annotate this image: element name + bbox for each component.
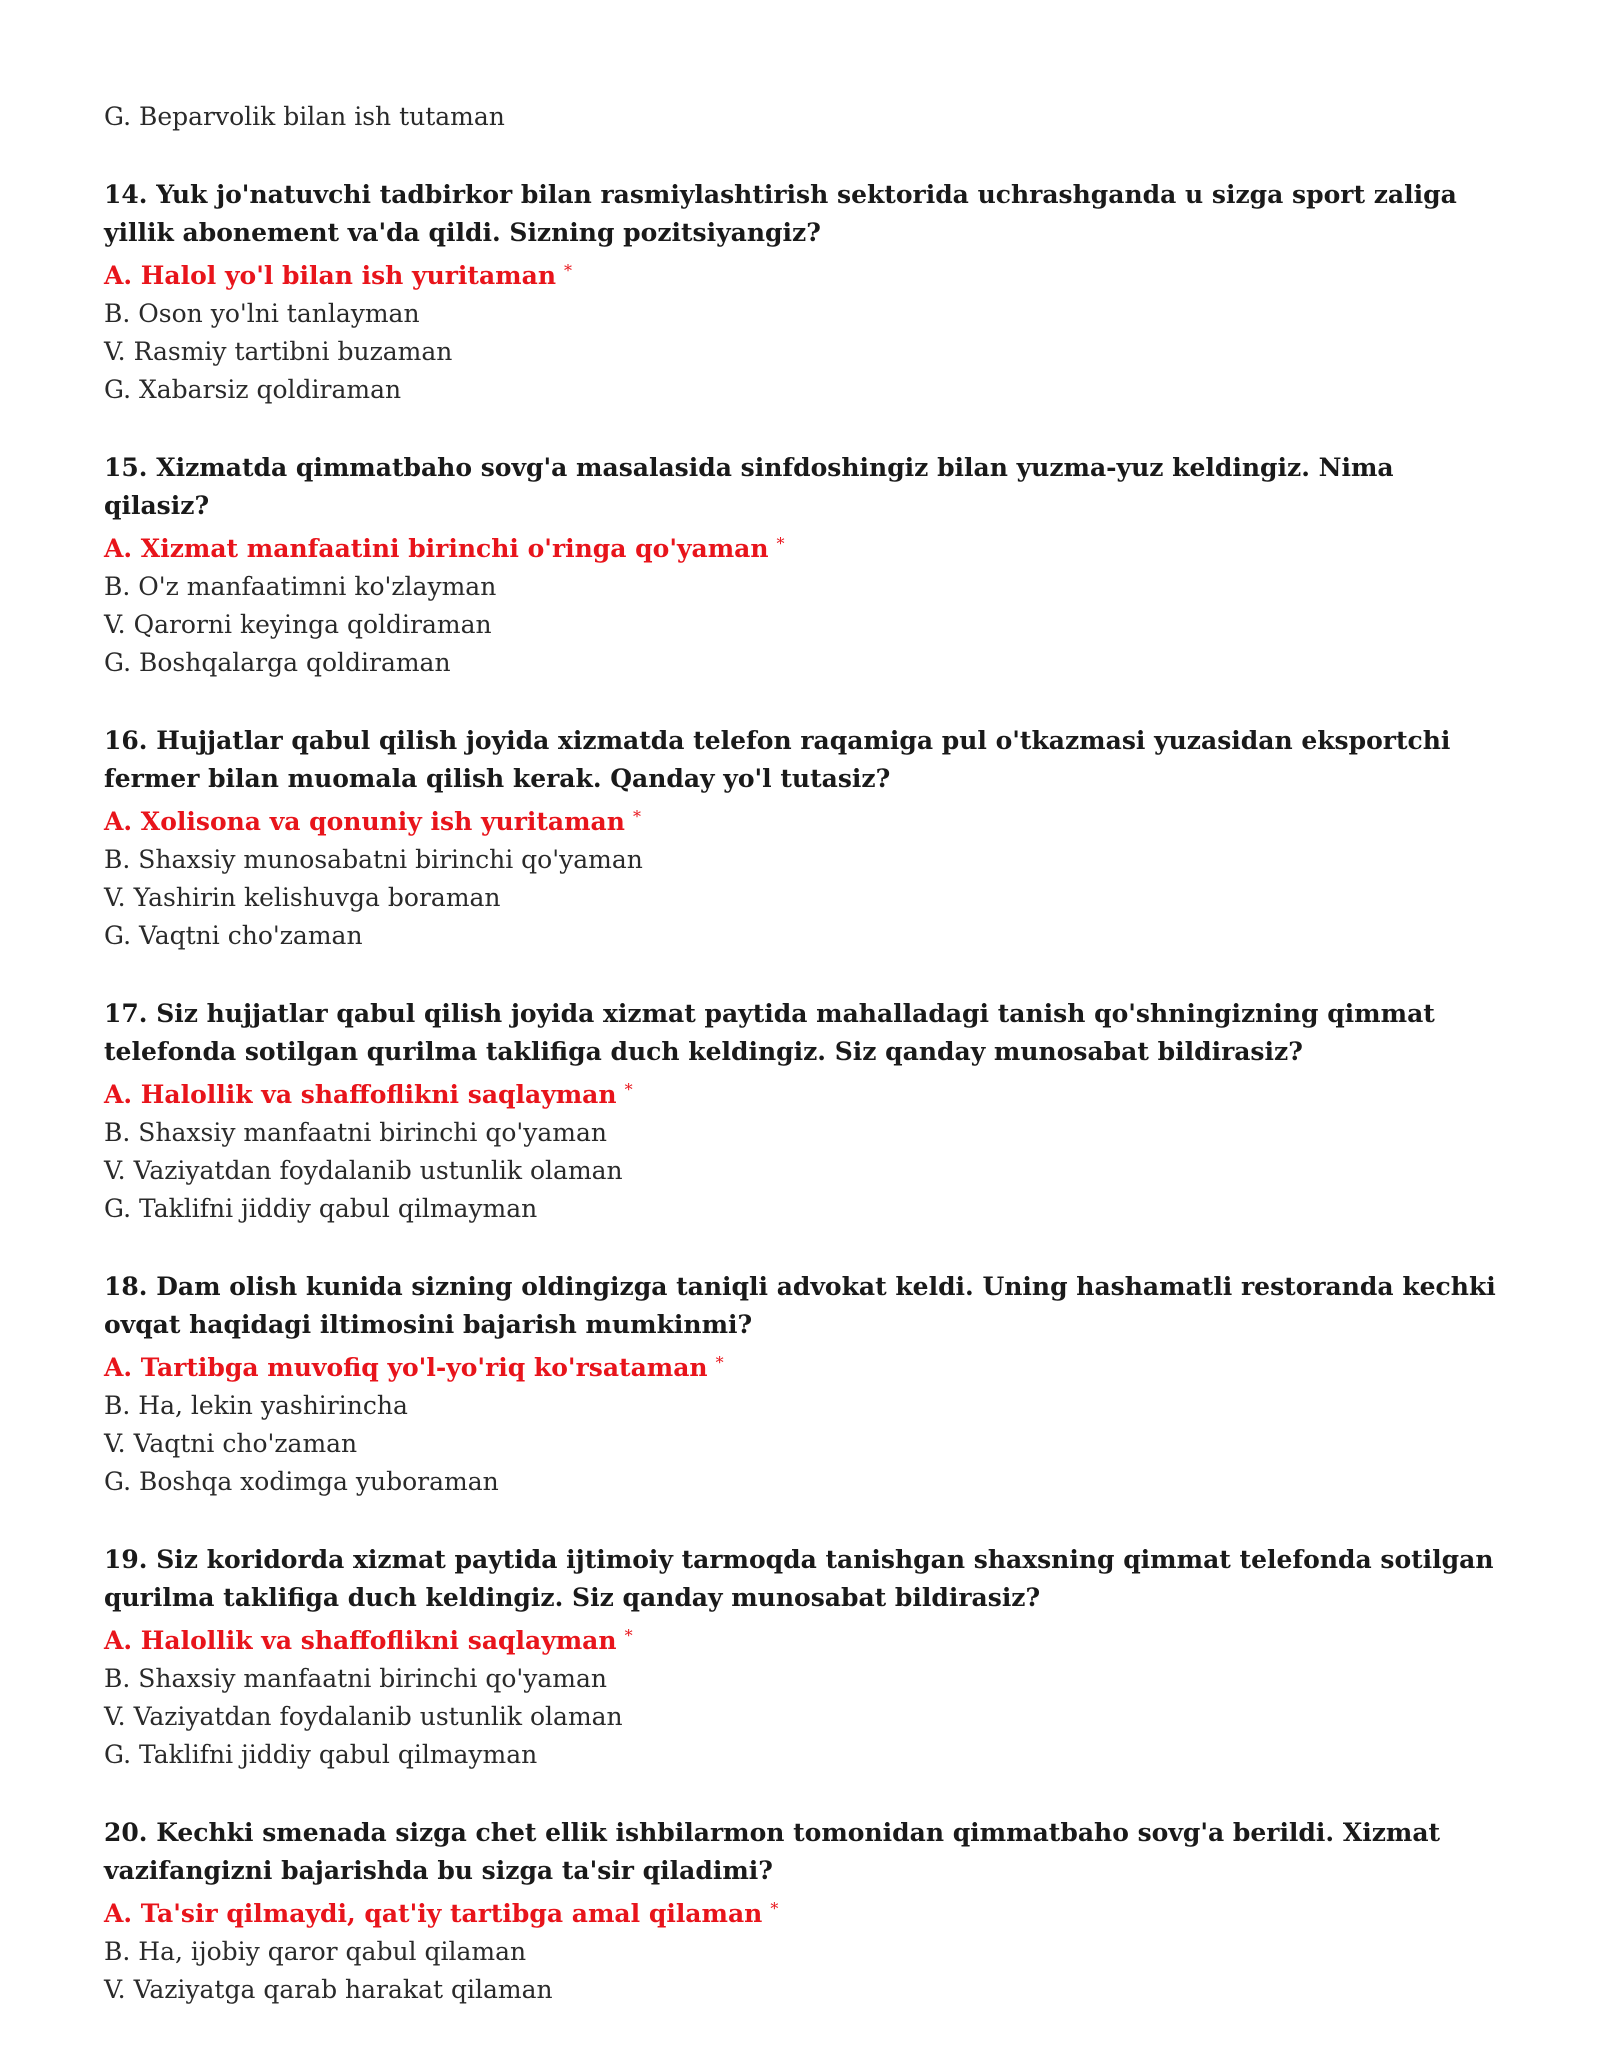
option-b: B. Shaxsiy manfaatni birinchi qo'yaman <box>104 1664 608 1693</box>
option-v: V. Qarorni keyinga qoldiraman <box>104 610 492 639</box>
option-a-correct: A. Halollik va shaffoflikni saqlayman * <box>104 1080 633 1109</box>
option-b: B. Ha, ijobiy qaror qabul qilaman <box>104 1937 527 1966</box>
correct-marker: * <box>770 1899 779 1918</box>
quiz-page <box>104 98 1504 2009</box>
option-g: G. Xabarsiz qoldiraman <box>104 375 402 404</box>
option-g: G. Boshqalarga qoldiraman <box>104 648 451 677</box>
correct-marker: * <box>632 807 641 826</box>
option-v: V. Vaziyatdan foydalanib ustunlik olaman <box>104 1156 623 1185</box>
question-19 <box>104 1541 1504 1774</box>
option-b: B. Shaxsiy munosabatni birinchi qo'yaman <box>104 845 643 874</box>
question-text: 20. Kechki smenada sizga chet ellik ishbilarmon tomonidan qimmatbaho sovg'a berildi. Xizmat vazifangizni bajarishda bu sizga ta'sir qiladimi? <box>104 1818 1441 1885</box>
question-15 <box>104 449 1504 682</box>
correct-marker: * <box>715 1353 724 1372</box>
option-a-correct: A. Halol yo'l bilan ish yuritaman * <box>104 261 573 290</box>
option-g: G. Vaqtni cho'zaman <box>104 921 363 950</box>
option-a-correct: A. Xizmat manfaatini birinchi o'ringa qo'yaman * <box>104 534 785 563</box>
option-a-correct: A. Tartibga muvofiq yo'l-yo'riq ko'rsataman * <box>104 1353 724 1382</box>
option-v: V. Vaqtni cho'zaman <box>104 1429 358 1458</box>
option-b: B. Ha, lekin yashirincha <box>104 1391 408 1420</box>
option-b: B. Shaxsiy manfaatni birinchi qo'yaman <box>104 1118 608 1147</box>
question-text: 15. Xizmatda qimmatbaho sovg'a masalasida sinfdoshingiz bilan yuzma-yuz keldingiz. Nima qilasiz? <box>104 453 1394 520</box>
option-a-correct: A. Xolisona va qonuniy ish yuritaman * <box>104 807 641 836</box>
option-b: B. O'z manfaatimni ko'zlayman <box>104 572 497 601</box>
option-g: G. Taklifni jiddiy qabul qilmayman <box>104 1740 538 1769</box>
question-17 <box>104 995 1504 1228</box>
question-text: 14. Yuk jo'natuvchi tadbirkor bilan rasmiylashtirish sektorida uchrashganda u sizga sport zaliga yillik abonement va'da qildi. Sizning pozitsiyangiz? <box>104 180 1457 247</box>
option-v: V. Vaziyatga qarab harakat qilaman <box>104 1975 553 2004</box>
correct-marker: * <box>624 1080 633 1099</box>
option-v: V. Vaziyatdan foydalanib ustunlik olaman <box>104 1702 623 1731</box>
question-text: 17. Siz hujjatlar qabul qilish joyida xizmat paytida mahalladagi tanish qo'shningizning qimmat telefonda sotilgan qurilma taklifiga duch keldingiz. Siz qanday munosabat bildirasiz? <box>104 999 1435 1066</box>
option-g: G. Taklifni jiddiy qabul qilmayman <box>104 1194 538 1223</box>
question-text: 16. Hujjatlar qabul qilish joyida xizmatda telefon raqamiga pul o'tkazmasi yuzasidan eksportchi fermer bilan muomala qilish kerak. Qanday yo'l tutasiz? <box>104 726 1451 793</box>
option-a-correct: A. Halollik va shaffoflikni saqlayman * <box>104 1626 633 1655</box>
fragment-option: G. Beparvolik bilan ish tutaman <box>104 102 505 131</box>
option-b: B. Oson yo'lni tanlayman <box>104 299 420 328</box>
question-16 <box>104 722 1504 955</box>
option-v: V. Yashirin kelishuvga boraman <box>104 883 501 912</box>
option-a-correct: A. Ta'sir qilmaydi, qat'iy tartibga amal qilaman * <box>104 1899 779 1928</box>
option-v: V. Rasmiy tartibni buzaman <box>104 337 453 366</box>
question-text: 18. Dam olish kunida sizning oldingizga taniqli advokat keldi. Uning hashamatli restoranda kechki ovqat haqidagi iltimosini bajarish mumkinmi? <box>104 1272 1496 1339</box>
question-14 <box>104 176 1504 409</box>
question-18 <box>104 1268 1504 1501</box>
question-20 <box>104 1814 1504 2009</box>
option-g: G. Boshqa xodimga yuboraman <box>104 1467 499 1496</box>
correct-marker: * <box>624 1626 633 1645</box>
question-text: 19. Siz koridorda xizmat paytida ijtimoiy tarmoqda tanishgan shaxsning qimmat telefonda sotilgan qurilma taklifiga duch keldingiz. Siz qanday munosabat bildirasiz? <box>104 1545 1494 1612</box>
correct-marker: * <box>564 261 573 280</box>
correct-marker: * <box>776 534 785 553</box>
